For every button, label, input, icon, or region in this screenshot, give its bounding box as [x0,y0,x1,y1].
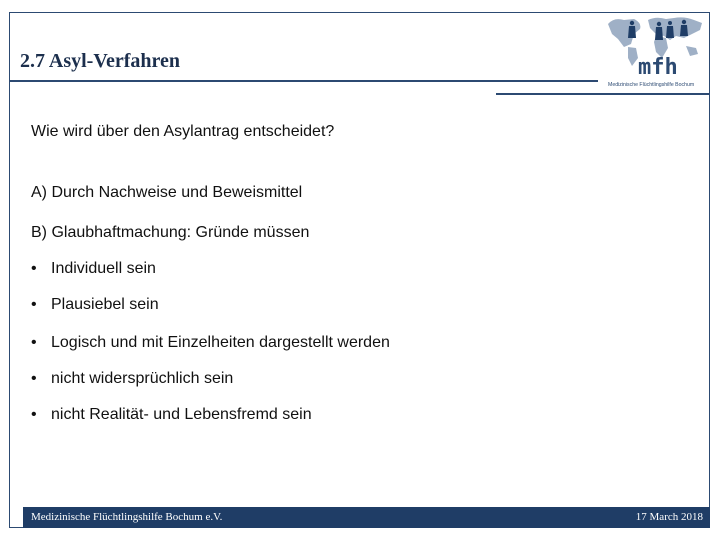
list-item-text: Individuell sein [51,260,156,277]
bullet-icon: • [31,296,37,313]
list-item [31,406,312,424]
bullet-icon: • [31,370,37,387]
bullet-icon: • [31,334,37,351]
option-b-text: B) Glaubhaftmachung: Gründe müssen [31,224,310,241]
list-item-text: nicht widersprüchlich sein [51,370,234,387]
list-item [31,296,159,314]
list-item [31,370,233,388]
logo-underline [496,93,710,95]
slide-title: 2.7 Asyl-Verfahren [20,50,180,72]
mfh-logo [604,14,708,90]
list-item [31,260,156,278]
option-a-text: A) Durch Nachweise und Beweismittel [31,184,303,201]
footer-date: 17 March 2018 [635,511,703,523]
footer-organization: Medizinische Flüchtlingshilfe Bochum e.V. [31,511,223,523]
list-item [31,334,390,352]
list-item-text: nicht Realität- und Lebensfremd sein [51,406,312,423]
bullet-icon: • [31,260,37,277]
list-item-text: Plausiebel sein [51,296,159,313]
list-item-text: Logisch und mit Einzelheiten dargestellt werden [51,334,390,351]
question-text: Wie wird über den Asylantrag entscheidet? [31,123,335,140]
logo-mark-text: mfh [638,55,678,80]
title-underline [9,80,598,82]
logo-subtitle: Medizinische Flüchtlingshilfe Bochum [608,82,695,88]
footer-bar [23,507,710,528]
bullet-icon: • [31,406,37,423]
